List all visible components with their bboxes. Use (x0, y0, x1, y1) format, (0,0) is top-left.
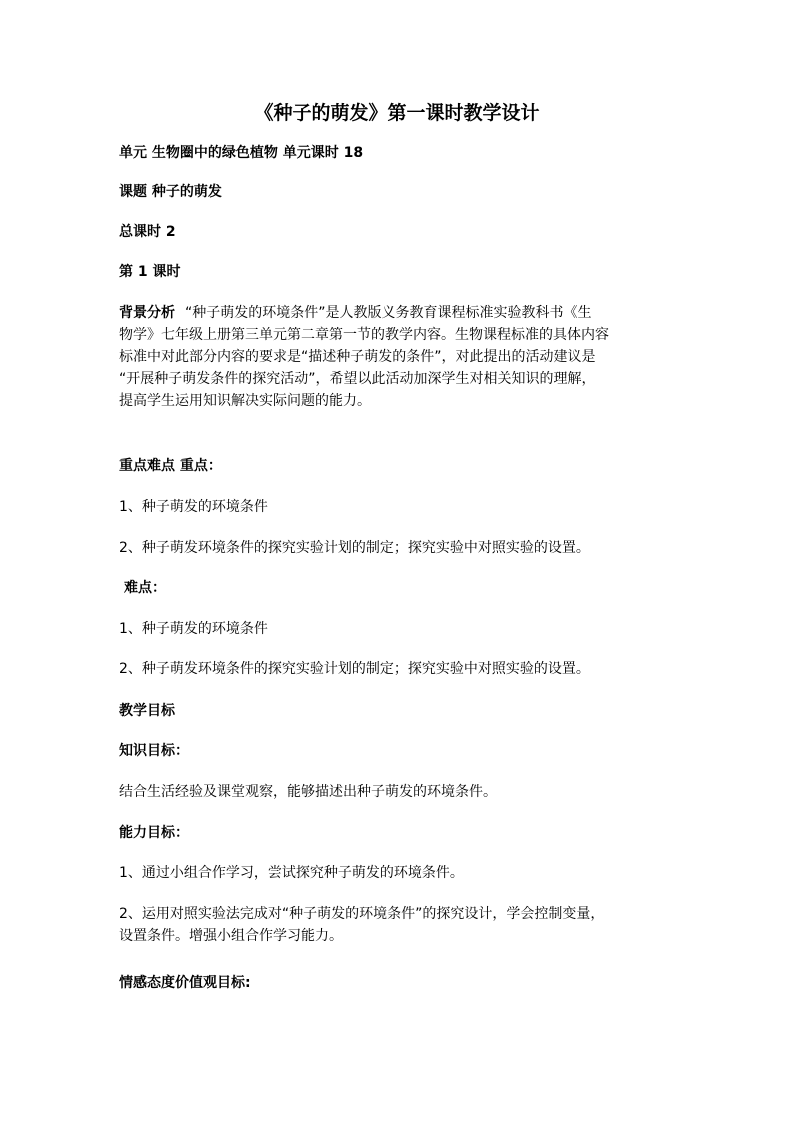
ability-item-2-line-1: 2、运用对照实验法完成对“种子萌发的环境条件”的探究设计，学会控制变量， (119, 906, 605, 922)
unit-line: 单元 生物圈中的绿色植物 单元课时 18 (119, 145, 364, 161)
emotion-objectives-heading: 情感态度价值观目标: (119, 975, 251, 991)
ability-item-2-line-2: 设置条件。增强小组合作学习能力。 (119, 928, 343, 944)
background-line-3: 标准中对此部分内容的要求是“描述种子萌发的条件”，对此提出的活动建议是 (119, 349, 596, 365)
knowledge-objectives-text: 结合生活经验及课堂观察，能够描述出种子萌发的环境条件。 (119, 784, 497, 800)
knowledge-objectives-heading: 知识目标： (119, 743, 189, 759)
key-point-item-2: 2、种子萌发环境条件的探究实验计划的制定；探究实验中对照实验的设置。 (119, 540, 590, 556)
background-analysis (119, 302, 691, 412)
background-line-5: 提高学生运用知识解决实际问题的能力。 (119, 393, 371, 409)
ability-objectives-heading: 能力目标： (119, 825, 189, 841)
key-points-heading: 重点难点 重点： (119, 458, 222, 474)
background-label: 背景分析 (119, 305, 175, 321)
background-line-1 (119, 302, 691, 324)
difficult-points-heading: 难点： (124, 580, 166, 596)
difficult-point-item-2: 2、种子萌发环境条件的探究实验计划的制定；探究实验中对照实验的设置。 (119, 661, 590, 677)
ability-objective-item-2 (119, 903, 691, 947)
background-line-2: 物学》七年级上册第三单元第二章第一节的教学内容。生物课程标准的具体内容 (119, 327, 609, 343)
background-line-4: “开展种子萌发条件的探究活动”，希望以此活动加深学生对相关知识的理解， (119, 371, 596, 387)
difficult-point-item-1: 1、种子萌发的环境条件 (119, 621, 268, 637)
lesson-line: 第 1 课时 (119, 264, 181, 280)
background-text-1: “种子萌发的环境条件”是人教版义务教育课程标准实验教科书《生 (185, 305, 592, 321)
objectives-heading: 教学目标 (119, 703, 175, 719)
topic-line: 课题 种子的萌发 (119, 184, 222, 200)
total-lessons-line: 总课时 2 (119, 224, 176, 240)
document-title: 《种子的萌发》第一课时教学设计 (254, 102, 540, 124)
key-point-item-1: 1、种子萌发的环境条件 (119, 499, 268, 515)
ability-objective-item-1: 1、通过小组合作学习，尝试探究种子萌发的环境条件。 (119, 865, 464, 881)
